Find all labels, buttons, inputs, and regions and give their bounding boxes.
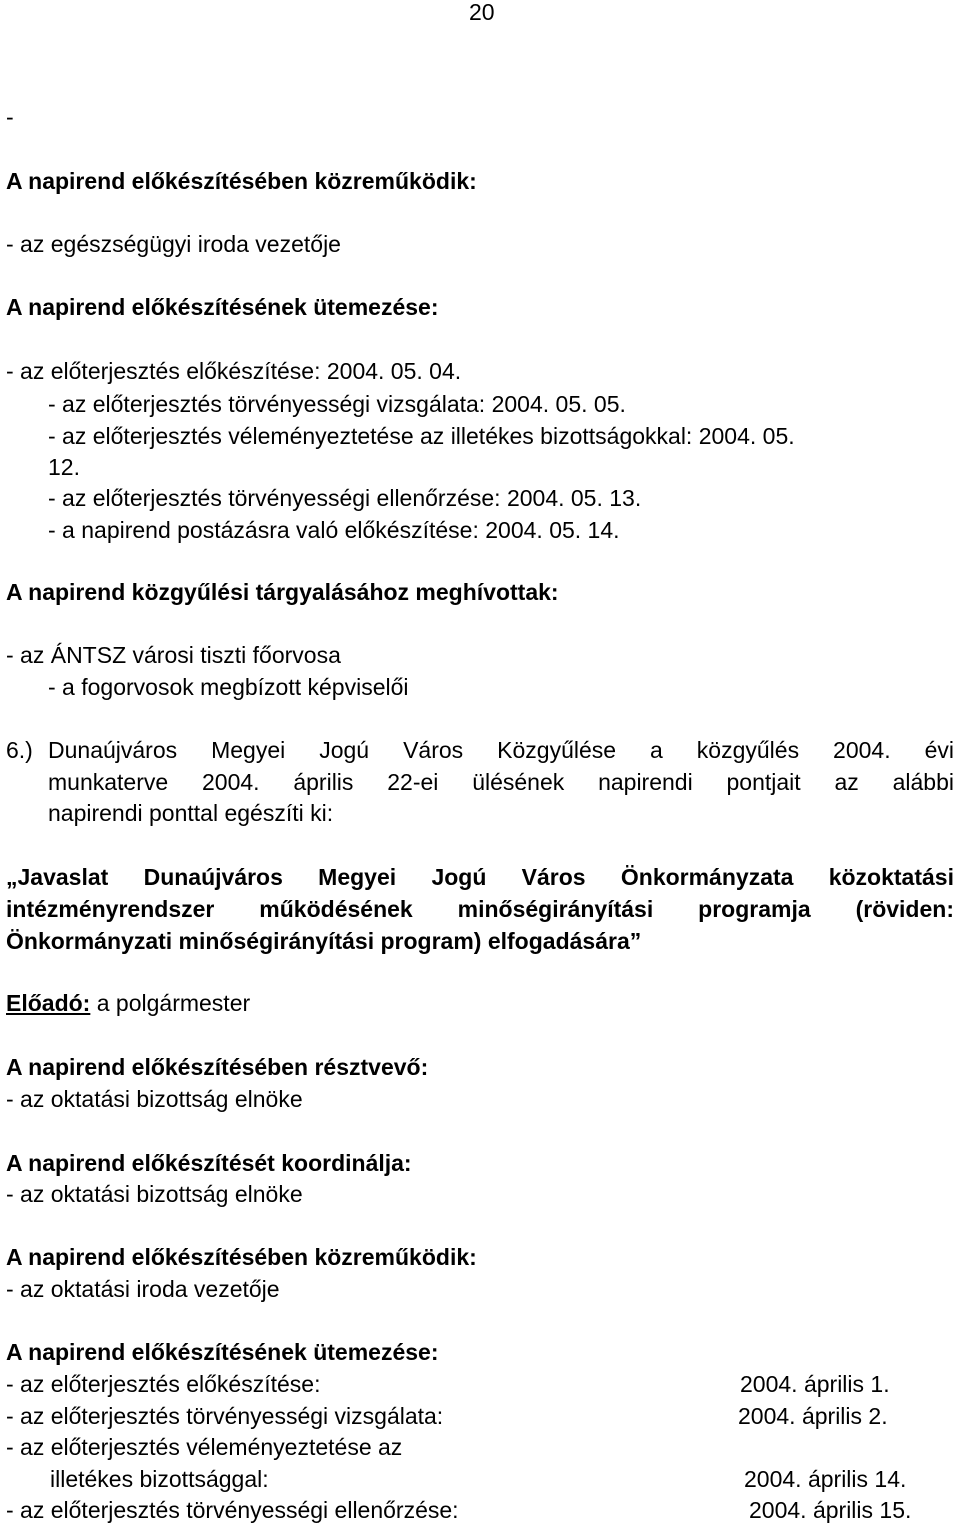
schedule-item: - a napirend postázásra való előkészítése: 2004. 05. 14. (48, 517, 620, 543)
heading-coordinator: A napirend előkészítését koordinálja: (6, 1150, 412, 1176)
page-number: 20 (469, 0, 495, 25)
presenter (6, 989, 250, 1017)
agenda-item-number: 6.) (6, 737, 33, 763)
contributor-item: - az egészségügyi iroda vezetője (6, 231, 341, 257)
schedule-item: - az előterjesztés törvényességi vizsgálata: 2004. 05. 05. (48, 391, 626, 417)
coordinator-item: - az oktatási bizottság elnöke (6, 1181, 303, 1207)
presenter-value: a polgármester (90, 990, 251, 1016)
proposal-title-line: intézményrendszer működésének minőségirányítási programja (röviden: (6, 896, 954, 922)
schedule-item-label: - az előterjesztés véleményeztetése az (6, 1434, 403, 1460)
heading-contributor: A napirend előkészítésében közreműködik: (6, 168, 477, 194)
schedule-item: - az előterjesztés véleményeztetése az illetékes bizottságokkal: 2004. 05. (48, 423, 795, 449)
proposal-title-line: „Javaslat Dunaújváros Megyei Jogú Város Önkormányzata közoktatási (6, 864, 954, 890)
schedule-item: - az előterjesztés előkészítése: 2004. 05. 04. (6, 358, 462, 384)
top-dash: - (6, 104, 14, 130)
schedule-item-date: 2004. április 1. (740, 1371, 890, 1397)
schedule-item: - az előterjesztés törvényességi ellenőrzése: 2004. 05. 13. (48, 485, 642, 511)
schedule-item-label: illetékes bizottsággal: (50, 1466, 269, 1492)
schedule-item-label: - az előterjesztés törvényességi ellenőrzése: (6, 1497, 459, 1523)
proposal-title-line: Önkormányzati minőségirányítási program) elfogadására” (6, 928, 642, 954)
presenter-label: Előadó: (6, 990, 91, 1016)
invited-item: - a fogorvosok megbízott képviselői (48, 674, 409, 700)
schedule-item-continued: 12. (48, 454, 80, 480)
agenda-item-text-line: munkaterve 2004. április 22-ei ülésének napirendi pontjait az alábbi (48, 769, 954, 795)
participant-item: - az oktatási bizottság elnöke (6, 1086, 303, 1112)
contributor-item: - az oktatási iroda vezetője (6, 1276, 280, 1302)
heading-schedule: A napirend előkészítésének ütemezése: (6, 294, 439, 320)
heading-invited: A napirend közgyűlési tárgyalásához meghívottak: (6, 579, 559, 605)
invited-item: - az ÁNTSZ városi tiszti főorvosa (6, 642, 341, 668)
agenda-item-text-line: napirendi ponttal egészíti ki: (48, 800, 334, 826)
heading-contributor: A napirend előkészítésében közreműködik: (6, 1244, 477, 1270)
heading-participant: A napirend előkészítésében résztvevő: (6, 1054, 429, 1080)
schedule-item-date: 2004. április 15. (749, 1497, 912, 1523)
schedule-item-date: 2004. április 2. (738, 1403, 888, 1429)
schedule-item-label: - az előterjesztés törvényességi vizsgálata: (6, 1403, 444, 1429)
heading-schedule: A napirend előkészítésének ütemezése: (6, 1339, 439, 1365)
schedule-item-label: - az előterjesztés előkészítése: (6, 1371, 321, 1397)
schedule-item-date: 2004. április 14. (744, 1466, 907, 1492)
agenda-item-text-line: Dunaújváros Megyei Jogú Város Közgyűlése a közgyűlés 2004. évi (48, 737, 954, 763)
